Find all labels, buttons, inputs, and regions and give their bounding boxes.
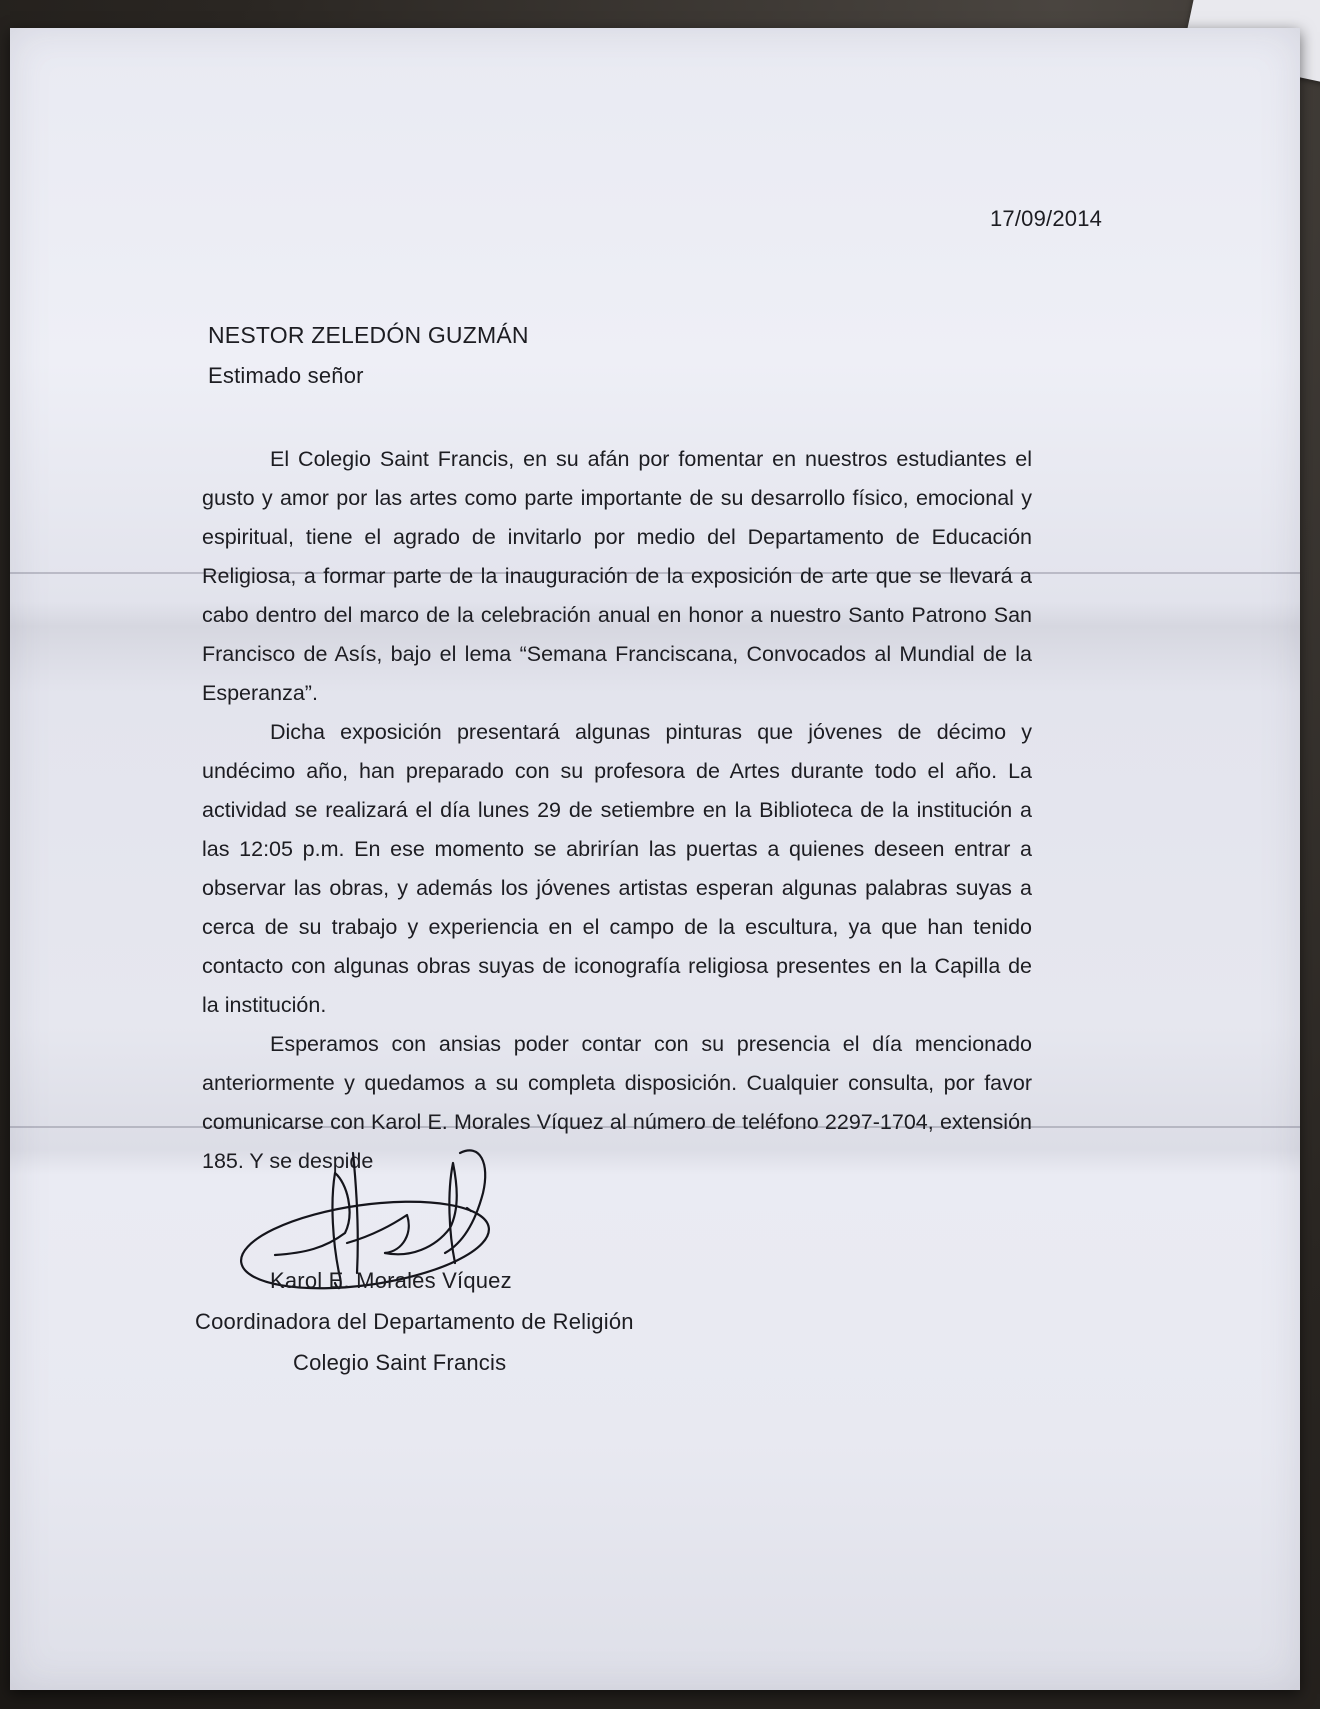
paragraph-details: Dicha exposición presentará algunas pinturas que jóvenes de décimo y undécimo año, han preparado con su profesora de Artes durante todo el año. La actividad se realizará el día lunes 29 de setiembre en la Biblioteca de la institución a las 12:05 p.m. En ese momento se abrirían las puertas a quienes deseen entrar a observar las obras, y además los jóvenes artistas esperan algunas palabras suyas a cerca de su trabajo y experiencia en el campo de la escultura, ya que han tenido contacto con algunas obras suyas de iconografía religiosa presentes en la Capilla de la institución.: [202, 720, 1032, 1017]
signer-role: Coordinadora del Departamento de Religión: [195, 1309, 634, 1334]
signer-organization: Colegio Saint Francis: [293, 1350, 507, 1375]
salutation: Estimado señor: [208, 363, 364, 388]
letter-sheet: [10, 28, 1300, 1690]
letter-body: [202, 440, 1032, 1181]
recipient-name: NESTOR ZELEDÓN GUZMÁN: [208, 322, 529, 348]
paragraph-closing: Esperamos con ansias poder contar con su presencia el día mencionado anteriormente y quedamos a su completa disposición. Cualquier consulta, por favor comunicarse con Karol E. Morales Víquez al número de teléfono 2297-1704, extensión 185. Y se despide: [202, 1032, 1032, 1173]
letter-date: 17/09/2014: [990, 206, 1103, 231]
signer-name: Karol E. Morales Víquez: [270, 1268, 512, 1293]
paragraph-invitation: El Colegio Saint Francis, en su afán por fomentar en nuestros estudiantes el gusto y amor por las artes como parte importante de su desarrollo físico, emocional y espiritual, tiene el agrado de invitarlo por medio del Departamento de Educación Religiosa, a formar parte de la inauguración de la exposición de arte que se llevará a cabo dentro del marco de la celebración anual en honor a nuestro Santo Patrono San Francisco de Asís, bajo el lema “Semana Franciscana, Convocados al Mundial de la Esperanza”.: [202, 447, 1032, 705]
